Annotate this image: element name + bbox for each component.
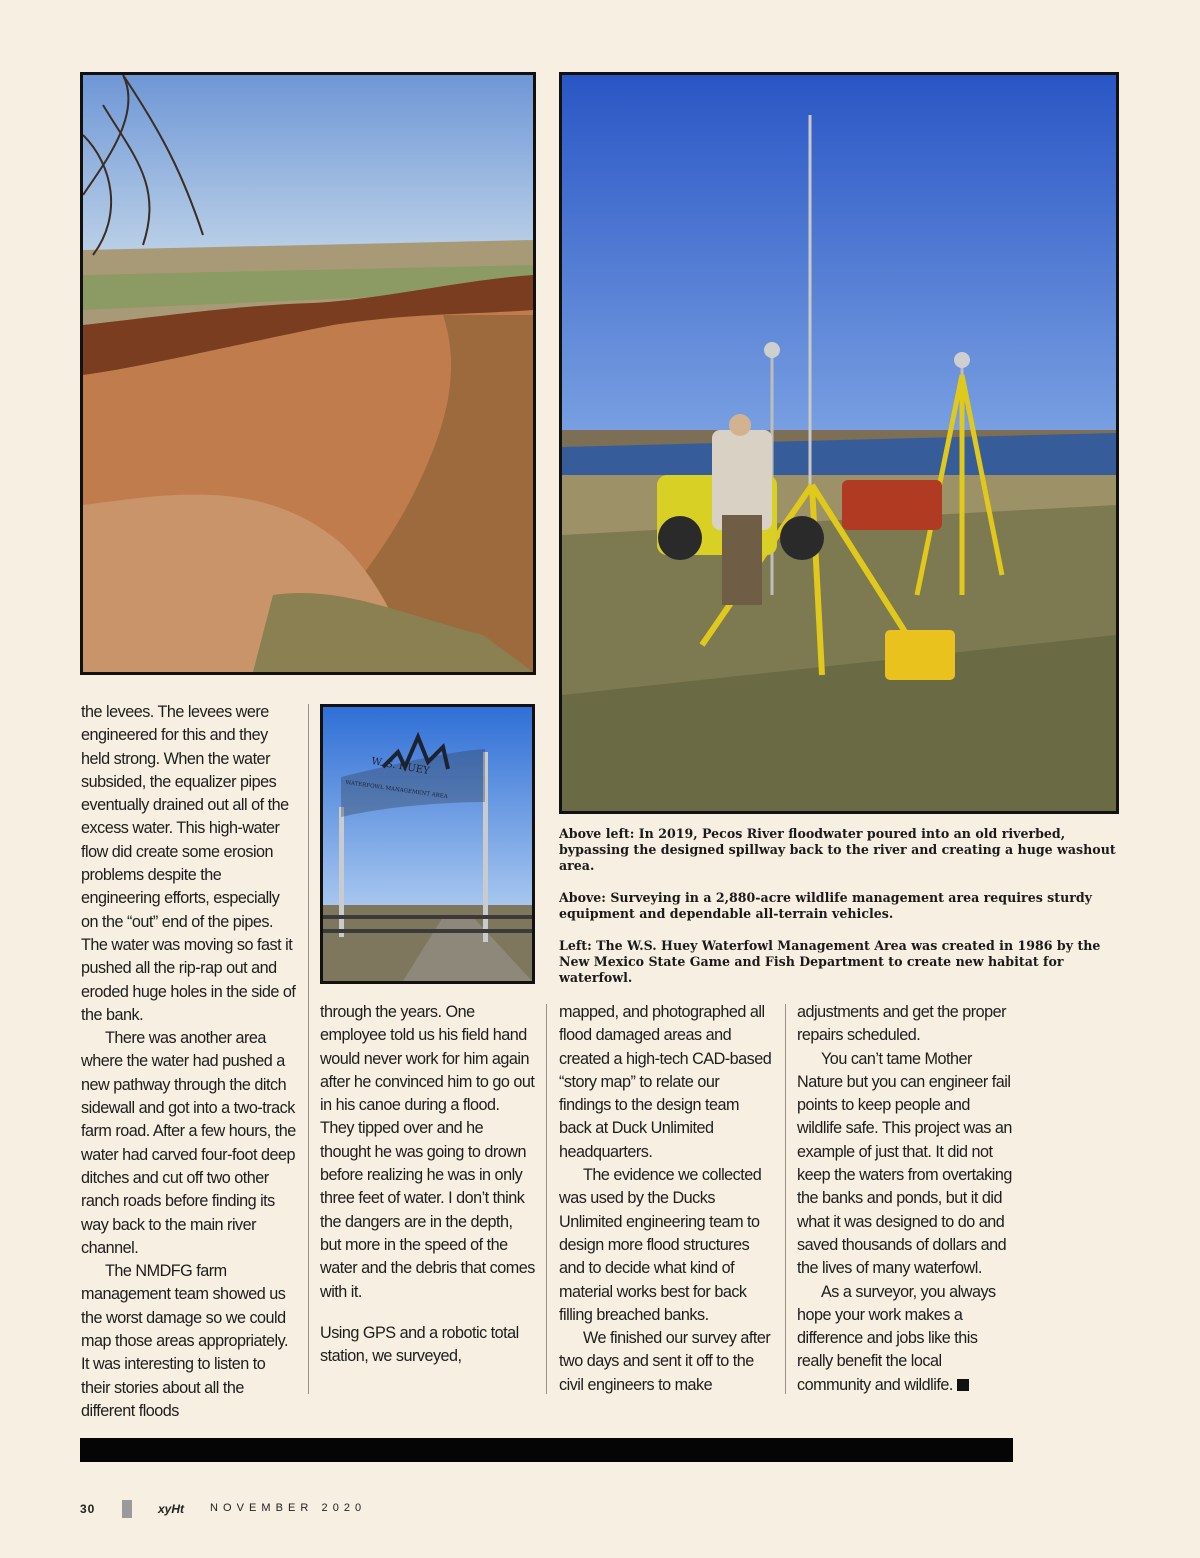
caption-left: Left: The W.S. Huey Waterfowl Management Area was created in 1986 by the New Mexico State Game and Fish Department to create new habitat for waterfowl.: [559, 938, 1101, 985]
caption-above-left: Above left: In 2019, Pecos River floodwater poured into an old riverbed, bypassing the designed spillway back to the river and creating a huge washout area.: [559, 826, 1116, 873]
article-column-1: [81, 701, 297, 1423]
paragraph: There was another area where the water had pushed a new pathway through the ditch sidewall and got into a two-track farm road. After a few hours, the water had carved four-foot deep ditches and cut off two other ranch roads before finding its way back to the main river channel.: [81, 1029, 296, 1257]
article-column-2: [320, 1001, 536, 1368]
sign-text-area: WATERFOWL MANAGEMENT AREA: [345, 779, 448, 801]
photo-erosion-washout: [80, 72, 536, 675]
column-rule: [546, 1004, 547, 1394]
paragraph: through the years. One employee told us his field hand would never work for him again after he convinced him to go out in his canoe during a flood. They tipped over and he thought he was going to drown before realizing he was in only three feet of water. I don’t think the dangers are in the depth, but more in the speed of the water and the debris that comes with it.: [320, 1003, 535, 1301]
photo-captions: [559, 826, 1119, 1002]
footer-divider: [122, 1500, 132, 1518]
paragraph: the levees. The levees were engineered for this and they held strong. When the water subsided, the equalizer pipes eventually drained out all of the excess water. This high-water flow did create some erosion problems despite the engineering efforts, especially on the “out” end of the pipes. The water was moving so fast it pushed all the rip-rap out and eroded huge holes in the side of the bank.: [81, 703, 296, 1024]
paragraph: [797, 1281, 1015, 1397]
sign-text-name: W. S. HUEY: [370, 755, 431, 778]
caption-above: Above: Surveying in a 2,880-acre wildlife management area requires sturdy equipment and dependable all-terrain vehicles.: [559, 890, 1093, 921]
article-column-3: [559, 1001, 775, 1397]
page-number: 30: [80, 1502, 96, 1516]
photo-waterfowl-area-sign: [320, 704, 535, 984]
paragraph: You can’t tame Mother Nature but you can engineer fail points to keep people and wildlife safe. This project was an example of just that. It did not keep the waters from overtaking the banks and ponds, but it did what it was designed to do and saved thousands of dollars and the lives of many waterfowl.: [797, 1049, 1012, 1278]
paragraph: The NMDFG farm management team showed us the worst damage so we could map those areas appropriately. It was interesting to listen to their stories about all the different floods: [81, 1262, 288, 1420]
paragraph: adjustments and get the proper repairs scheduled.: [797, 1003, 1007, 1045]
column-rule: [308, 704, 309, 1394]
end-of-article-mark: [957, 1379, 969, 1391]
paragraph-text: As a surveyor, you always hope your work makes a difference and jobs like this really benefit the local community and wildlife.: [797, 1282, 996, 1394]
paragraph: Using GPS and a robotic total station, we surveyed,: [320, 1323, 519, 1366]
issue-date: N O V E M B E R 2 0 2 0: [210, 1502, 363, 1514]
paragraph: The evidence we collected was used by the Ducks Unlimited engineering team to design more flood structures and to decide what kind of material works best for back filling breached banks.: [559, 1166, 762, 1324]
paragraph: We finished our survey after two days and sent it off to the civil engineers to make: [559, 1329, 771, 1394]
paragraph: mapped, and photographed all flood damaged areas and created a high-tech CAD-based “story map” to relate our findings to the design team back at Duck Unlimited headquarters.: [559, 1003, 772, 1161]
column-rule: [785, 1004, 786, 1394]
article-column-4: [797, 1001, 1015, 1397]
black-footer-bar: [80, 1438, 1013, 1462]
magazine-name: xyHt: [158, 1502, 185, 1516]
photo-surveying-equipment: [559, 72, 1119, 814]
